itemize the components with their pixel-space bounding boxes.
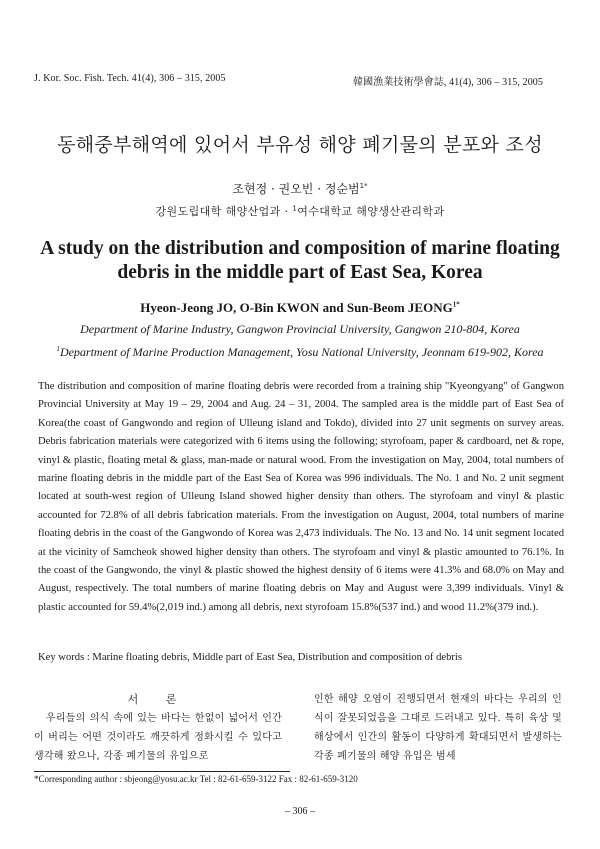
english-title: A study on the distribution and composition of marine floating debris in the middle part of East Sea, Korea — [40, 238, 560, 283]
korean-title: 동해중부해역에 있어서 부유성 해양 폐기물의 분포와 조성 — [57, 134, 543, 156]
korean-affiliation-2: 여수대학교 해양생산관리학과 — [297, 205, 445, 218]
english-authors-mark: 1* — [452, 300, 460, 309]
footnote-divider — [34, 771, 290, 772]
korean-affiliation-mark: 1 — [292, 204, 298, 213]
body-column-right — [314, 690, 562, 766]
english-affiliation-1: Department of Marine Industry, Gangwon Provincial University, Gangwon 210-804, Korea — [80, 322, 520, 336]
english-affiliation-2 — [0, 345, 600, 360]
body-paragraph-right: 인한 해양 오염이 진행되면서 현재의 바다는 우리의 인식이 잘못되었음을 그대로 드러내고 있다. 특히 육상 및 해상에서 인간의 활동이 다양하게 확대되면서 발생하는 각종 폐기물의 해양 유입은 범세 — [314, 694, 562, 762]
english-affiliation-2-text: Department of Marine Production Management, Yosu National University, Jeonnam 619-902, Korea — [59, 345, 544, 359]
body-paragraph-left: 우리들의 의식 속에 있는 바다는 한없이 넓어서 인간이 버리는 어떤 것이라도 깨끗하게 정화시킬 수 있다고 생각해 왔으나, 각종 폐기물의 유입으로 — [34, 713, 282, 762]
abstract: The distribution and composition of marine floating debris were recorded from a training ship "Kyeongyang" of Gangwon Provincial University at May 19 – 29, 2004 and Aug. 24 – 31, 2004. The sampled area is the middle part of East Sea of Korea(the coast of Gangwondo and region of Ulleung island and Tokdo), divided into 27 unit segments on survey areas. Debris fabrication materials were categorized with 6 items using the following; styrofoam, paper & cardboard, net & rope, vinyl & plastic, floating metal & glass, man-made or natural wood. From the investigation on May, 2004, total numbers of marine floating debris in the middle part of the East Sea of Korea was 996 individuals. The No. 1 and No. 2 unit segment located at south-west region of Ulleung Island showed higher density than others. The styrofoam and vinyl & plastic accounted for 72.8% of all debris fabrication materials. From the investigation on August, 2004, total numbers of marine floating debris in the coast of the Gangwondo of Korea was 2,473 individuals. The No. 13 and No. 14 unit segment located at the vicinity of Samcheok showed higher density than others. The styrofoam and vinyl & plastic amounted to 76.1%. In the coast of the Gangwondo, the vinyl & plastic showed the highest density of 6 items were 41.3% and 68.0% on May and August, respectively. The total numbers of marine floating debris on May and August were 3,399 individuals. Vinyl & plastic accounted for 59.4%(2,019 ind.) among all debris, next styrofoam 15.8%(537 ind.) and wood 11.2%(379 ind.). — [38, 381, 564, 613]
korean-authors — [0, 180, 600, 197]
english-affiliation-2-mark: 1 — [56, 345, 60, 353]
korean-affiliation — [0, 203, 600, 219]
korean-affiliation-1: 강원도립대학 해양산업과 · — [155, 205, 293, 218]
corresponding-author-footnote: *Corresponding author : sbjeong@yosu.ac.kr Tel : 82-61-659-3122 Fax : 82-61-659-3120 — [34, 774, 358, 784]
english-authors-names: Hyeon-Jeong JO, O-Bin KWON and Sun-Beom JEONG — [140, 300, 453, 315]
korean-authors-mark: 1* — [359, 182, 368, 190]
page-number: – 306 – — [285, 806, 315, 817]
body-column-left — [34, 690, 282, 766]
journal-header-right: 韓國漁業技術學會誌, 41(4), 306 – 315, 2005 — [353, 77, 543, 88]
english-authors — [0, 300, 600, 316]
journal-header-left: J. Kor. Soc. Fish. Tech. 41(4), 306 – 315, 2005 — [34, 73, 226, 84]
keywords: Key words : Marine floating debris, Middle part of East Sea, Distribution and composition of debris — [38, 652, 462, 663]
korean-authors-names: 조현정 · 권오빈 · 정순범 — [232, 182, 360, 196]
section-heading-introduction: 서 론 — [127, 693, 189, 706]
